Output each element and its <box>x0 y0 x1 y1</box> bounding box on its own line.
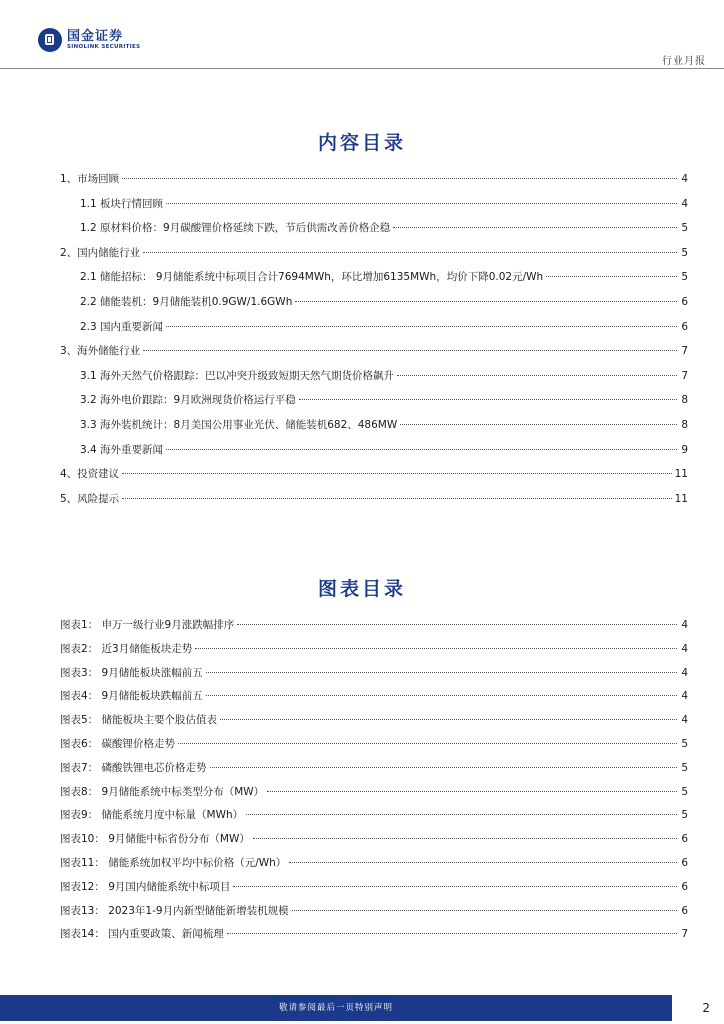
dot-leader <box>400 424 677 425</box>
figure-entry[interactable] <box>60 641 688 665</box>
dot-leader <box>237 624 677 625</box>
toc-entry[interactable] <box>60 269 688 294</box>
footer-disclaimer: 敬请参阅最后一页特别声明 <box>278 1003 393 1013</box>
toc-entry-page: 8 <box>681 394 688 407</box>
page-header <box>0 0 724 70</box>
figure-entry-label: 图表1： 申万一级行业9月涨跌幅排序 <box>60 619 235 631</box>
logo-mark-icon <box>38 28 62 52</box>
logo-en-text: SINOLINK SECURITIES <box>67 43 141 50</box>
figure-entry-label: 图表2： 近3月储能板块走势 <box>60 642 193 655</box>
dot-leader <box>210 767 677 768</box>
figure-entry-page: 5 <box>681 737 688 750</box>
figure-entry[interactable] <box>60 688 688 712</box>
figure-entry-label: 图表8： 9月储能系统中标类型分布（MW） <box>60 785 265 798</box>
figure-entry-label: 图表13： 2023年1-9月内新型储能新增装机规模 <box>60 904 289 917</box>
figure-entry-label: 图表7： 磷酸铁锂电芯价格走势 <box>60 761 207 774</box>
toc-list <box>60 171 688 515</box>
figure-entry-label: 图表5： 储能板块主要个股估值表 <box>60 714 218 727</box>
dot-leader <box>546 276 677 277</box>
toc-entry-page: 8 <box>681 418 688 431</box>
toc-title: 内容目录 <box>317 132 406 154</box>
toc-entry[interactable] <box>60 319 688 344</box>
toc-entry-label: 2.1 储能招标： 9月储能系统中标项目合计7694MWh，环比增加6135MWh，均价下降0.02元/Wh <box>80 271 544 284</box>
toc-entry[interactable] <box>60 171 688 196</box>
toc-entry-label: 2.2 储能装机：9月储能装机0.9GW/1.6GWh <box>80 295 293 308</box>
toc-entry-page: 7 <box>681 369 688 382</box>
toc-entry-label: 2、国内储能行业 <box>60 246 141 259</box>
toc-entry-page: 6 <box>681 320 688 333</box>
toc-entry-page: 11 <box>674 468 688 481</box>
dot-leader <box>166 203 677 204</box>
figure-entry[interactable] <box>60 903 688 927</box>
dot-leader <box>122 178 677 179</box>
figure-entry-page: 4 <box>681 619 688 631</box>
figure-entry-label: 图表3： 9月储能板块涨幅前五 <box>60 666 203 679</box>
dot-leader <box>253 838 677 839</box>
figure-entry[interactable] <box>60 926 688 950</box>
figure-entry-page: 4 <box>681 642 688 655</box>
figure-entry-page: 6 <box>681 904 688 917</box>
figure-entry[interactable] <box>60 665 688 689</box>
dot-leader <box>220 719 677 720</box>
figure-entry-page: 6 <box>681 856 688 869</box>
toc-entry[interactable] <box>60 466 688 491</box>
figure-entry[interactable] <box>60 879 688 903</box>
page-number: 2 <box>702 1001 710 1015</box>
toc-entry-label: 4、投资建议 <box>60 468 120 481</box>
dot-leader <box>206 672 677 673</box>
figure-entry-page: 5 <box>681 761 688 774</box>
company-logo <box>38 28 140 52</box>
toc-entry-label: 3、海外储能行业 <box>60 345 141 358</box>
figure-entry-page: 4 <box>681 714 688 727</box>
figure-entry[interactable] <box>60 831 688 855</box>
toc-entry[interactable] <box>60 220 688 245</box>
toc-entry[interactable] <box>60 491 688 516</box>
toc-entry-label: 3.4 海外重要新闻 <box>80 443 164 456</box>
toc-entry-page: 7 <box>681 345 688 358</box>
toc-entry-label: 2.3 国内重要新闻 <box>80 320 164 333</box>
dot-leader <box>393 227 677 228</box>
toc-entry[interactable] <box>60 294 688 319</box>
dot-leader <box>299 399 677 400</box>
toc-entry-label: 1.1 板块行情回顾 <box>80 197 164 210</box>
figure-entry-page: 6 <box>681 880 688 893</box>
toc-entry-page: 5 <box>681 246 688 259</box>
dot-leader <box>166 449 677 450</box>
toc-entry-page: 5 <box>681 271 688 284</box>
toc-entry-page: 6 <box>681 295 688 308</box>
header-divider <box>0 68 724 69</box>
figure-entry-label: 图表6： 碳酸锂价格走势 <box>60 737 176 750</box>
dot-leader <box>143 252 677 253</box>
dot-leader <box>289 862 677 863</box>
figure-entry-page: 5 <box>681 785 688 798</box>
toc-entry-page: 5 <box>681 222 688 235</box>
toc-entry[interactable] <box>60 368 688 393</box>
dot-leader <box>122 498 671 499</box>
figure-entry-page: 6 <box>681 833 688 846</box>
dot-leader <box>246 814 677 815</box>
toc-entry-label: 1.2 原材料价格：9月碳酸锂价格延续下跌，节后供需改善价格企稳 <box>80 222 391 235</box>
figure-entry[interactable] <box>60 712 688 736</box>
dot-leader <box>195 648 677 649</box>
toc-entry[interactable] <box>60 343 688 368</box>
dot-leader <box>267 791 677 792</box>
figure-entry[interactable] <box>60 807 688 831</box>
toc-entry[interactable] <box>60 245 688 270</box>
toc-entry-label: 5、风险提示 <box>60 492 120 505</box>
toc-entry-label: 3.3 海外装机统计：8月美国公用事业光伏、储能装机682、486MW <box>80 418 398 431</box>
dot-leader <box>122 473 671 474</box>
toc-entry-page: 9 <box>681 443 688 456</box>
toc-entry-page: 4 <box>681 173 688 185</box>
page-footer <box>0 995 724 1021</box>
toc-entry-page: 11 <box>674 492 688 505</box>
figure-entry-label: 图表9： 储能系统月度中标量（MWh） <box>60 809 244 822</box>
figure-entry[interactable] <box>60 784 688 808</box>
toc-entry-label: 1、市场回顾 <box>60 173 120 185</box>
figure-entry-page: 4 <box>681 690 688 703</box>
figure-entry[interactable] <box>60 736 688 760</box>
toc-entry[interactable] <box>60 392 688 417</box>
doc-type-label: 行业月报 <box>662 56 706 67</box>
figures-list <box>60 617 688 950</box>
toc-entry[interactable] <box>60 442 688 467</box>
figure-entry-label: 图表10： 9月储能中标省份分布（MW） <box>60 833 250 846</box>
figure-entry-label: 图表11： 储能系统加权平均中标价格（元/Wh） <box>60 856 287 869</box>
dot-leader <box>143 350 677 351</box>
toc-entry-page: 4 <box>681 197 688 210</box>
dot-leader <box>206 695 677 696</box>
figure-entry[interactable] <box>60 760 688 784</box>
figure-entry-page: 5 <box>681 809 688 822</box>
dot-leader <box>166 326 677 327</box>
dot-leader <box>292 910 677 911</box>
figure-entry-page: 7 <box>681 928 688 941</box>
toc-entry-label: 3.2 海外电价跟踪：9月欧洲现货价格运行平稳 <box>80 394 296 407</box>
figure-entry-label: 图表14： 国内重要政策、新闻梳理 <box>60 928 224 941</box>
figure-entry[interactable] <box>60 617 688 641</box>
figure-entry[interactable] <box>60 855 688 879</box>
dot-leader <box>227 933 677 934</box>
dot-leader <box>178 743 677 744</box>
figures-title: 图表目录 <box>317 578 406 600</box>
figure-entry-page: 4 <box>681 666 688 679</box>
toc-entry[interactable] <box>60 196 688 221</box>
toc-entry[interactable] <box>60 417 688 442</box>
figure-entry-label: 图表4： 9月储能板块跌幅前五 <box>60 690 203 703</box>
dot-leader <box>397 375 677 376</box>
dot-leader <box>233 886 677 887</box>
figure-entry-label: 图表12： 9月国内储能系统中标项目 <box>60 880 231 893</box>
toc-entry-label: 3.1 海外天然气价格跟踪：巴以冲突升级致短期天然气期货价格飙升 <box>80 369 395 382</box>
dot-leader <box>295 301 677 302</box>
logo-cn-text: 国金证券 <box>67 28 124 44</box>
